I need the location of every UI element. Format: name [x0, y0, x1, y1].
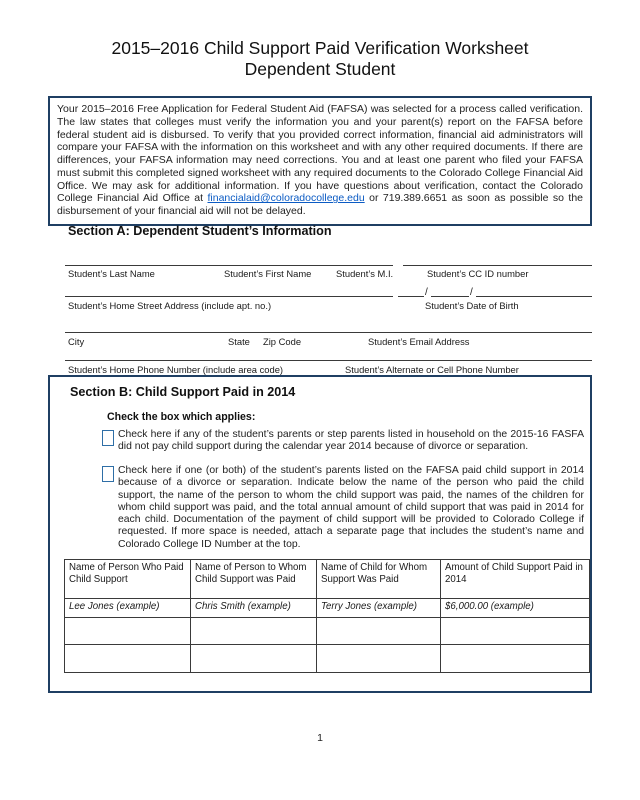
input-line-phones [65, 360, 592, 361]
checkbox-option-support-paid [102, 465, 584, 551]
table-row [65, 618, 590, 645]
label-address: Student’s Home Street Address (include apt. no.) [68, 300, 272, 311]
label-dob: Student’s Date of Birth [425, 300, 519, 311]
label-cc-id: Student’s CC ID number [427, 268, 529, 279]
table-header-amount: Amount of Child Support Paid in 2014 [441, 560, 590, 599]
table-cell-empty [191, 618, 317, 645]
table-cell-example-payee: Chris Smith (example) [191, 599, 317, 618]
table-cell-example-amount: $6,000.00 (example) [441, 599, 590, 618]
label-middle-initial: Student’s M.I. [336, 268, 394, 279]
input-line-city-state-zip-email [65, 332, 592, 333]
table-cell-empty [65, 618, 191, 645]
checkbox-icon-no-support-paid[interactable] [102, 430, 114, 446]
checkbox-icon-support-paid[interactable] [102, 466, 114, 482]
label-home-phone: Student’s Home Phone Number (include area code) [68, 364, 284, 375]
section-b-box [48, 375, 592, 693]
table-cell-empty [317, 645, 441, 673]
table-header-row [65, 560, 590, 599]
table-header-payer: Name of Person Who Paid Child Support [65, 560, 191, 599]
verification-notice-text: Your 2015–2016 Free Application for Federal Student Aid (FAFSA) was selected for a process called verification. The law states that colleges must verify the information you and your parent(s) report on the FAFSA before federal student aid is disbursed. To verify that you provided correct information, financial aid administrators will compare your FAFSA with the information on this worksheet and with any other required documents. If there are differences, your FAFSA information may need corrections. You and at least one parent who filed your FAFSA must submit this completed signed worksheet with any required documents to the Colorado College Financial Aid Office. We may ask for additional information. If you have questions about verification, contact the Colorado College Financial Aid Office at [57, 103, 583, 205]
checkbox-text-support-paid: Check here if one (or both) of the student’s parents listed on the FAFSA paid child support in 2014 because of a divorce or separation. Indicate below the name of the person who paid the child support, the name of the person to whom the child support was paid, the names of the children for whom child support was paid, and the total annual amount of child support that was paid in 2014 for each child. Documentation of the payment of child support will be provided to Colorado College if requested. If more space is needed, attach a separate page that includes the student’s name and Colorado College ID Number at the top. [118, 465, 584, 550]
page-title-line1: 2015–2016 Child Support Paid Verification Worksheet [111, 38, 529, 58]
label-state: State [228, 336, 250, 347]
input-line-dob-month [398, 296, 424, 297]
label-last-name: Student’s Last Name [68, 268, 155, 279]
table-row [65, 645, 590, 673]
label-alt-phone: Student’s Alternate or Cell Phone Number [345, 364, 519, 375]
section-a-heading: Section A: Dependent Student’s Information [68, 224, 332, 238]
label-city: City [68, 336, 85, 347]
input-line-name [65, 265, 393, 266]
table-header-child: Name of Child for Whom Support Was Paid [317, 560, 441, 599]
verification-notice-text-after: or 719.389.6651 as soon as possible so the disbursement of your financial aid will not be delayed. [57, 192, 584, 217]
table-example-row [65, 599, 590, 618]
table-cell-example-payer: Lee Jones (example) [65, 599, 191, 618]
dob-slash-2: / [470, 287, 473, 298]
section-b-instruction: Check the box which applies: [107, 411, 256, 423]
table-cell-empty [317, 618, 441, 645]
page-number: 1 [317, 732, 323, 744]
dob-slash-1: / [425, 287, 428, 298]
table-cell-empty [441, 618, 590, 645]
table-header-payee: Name of Person to Whom Child Support was Paid [191, 560, 317, 599]
page-title-line2: Dependent Student [244, 59, 396, 79]
table-cell-empty [191, 645, 317, 673]
table-cell-example-child: Terry Jones (example) [317, 599, 441, 618]
table-cell-empty [441, 645, 590, 673]
label-email: Student’s Email Address [368, 336, 470, 347]
table-cell-empty [65, 645, 191, 673]
financial-aid-email-link[interactable]: financialaid@coloradocollege.edu [207, 192, 365, 205]
label-zip: Zip Code [263, 336, 302, 347]
child-support-table [64, 559, 590, 673]
checkbox-option-no-support-paid [102, 429, 584, 454]
page-title [0, 38, 640, 80]
checkbox-text-no-support-paid: Check here if any of the student’s parents or step parents listed in household on the 2015-16 FASFA did not pay child support during the calendar year 2014 because of divorce or separation. [118, 429, 584, 453]
label-first-name: Student’s First Name [224, 268, 312, 279]
input-line-address [65, 296, 393, 297]
input-line-cc-id [403, 265, 592, 266]
input-line-dob-day [431, 296, 469, 297]
input-line-dob-year [476, 296, 592, 297]
section-b-heading: Section B: Child Support Paid in 2014 [70, 385, 296, 399]
verification-notice-box [48, 96, 592, 226]
